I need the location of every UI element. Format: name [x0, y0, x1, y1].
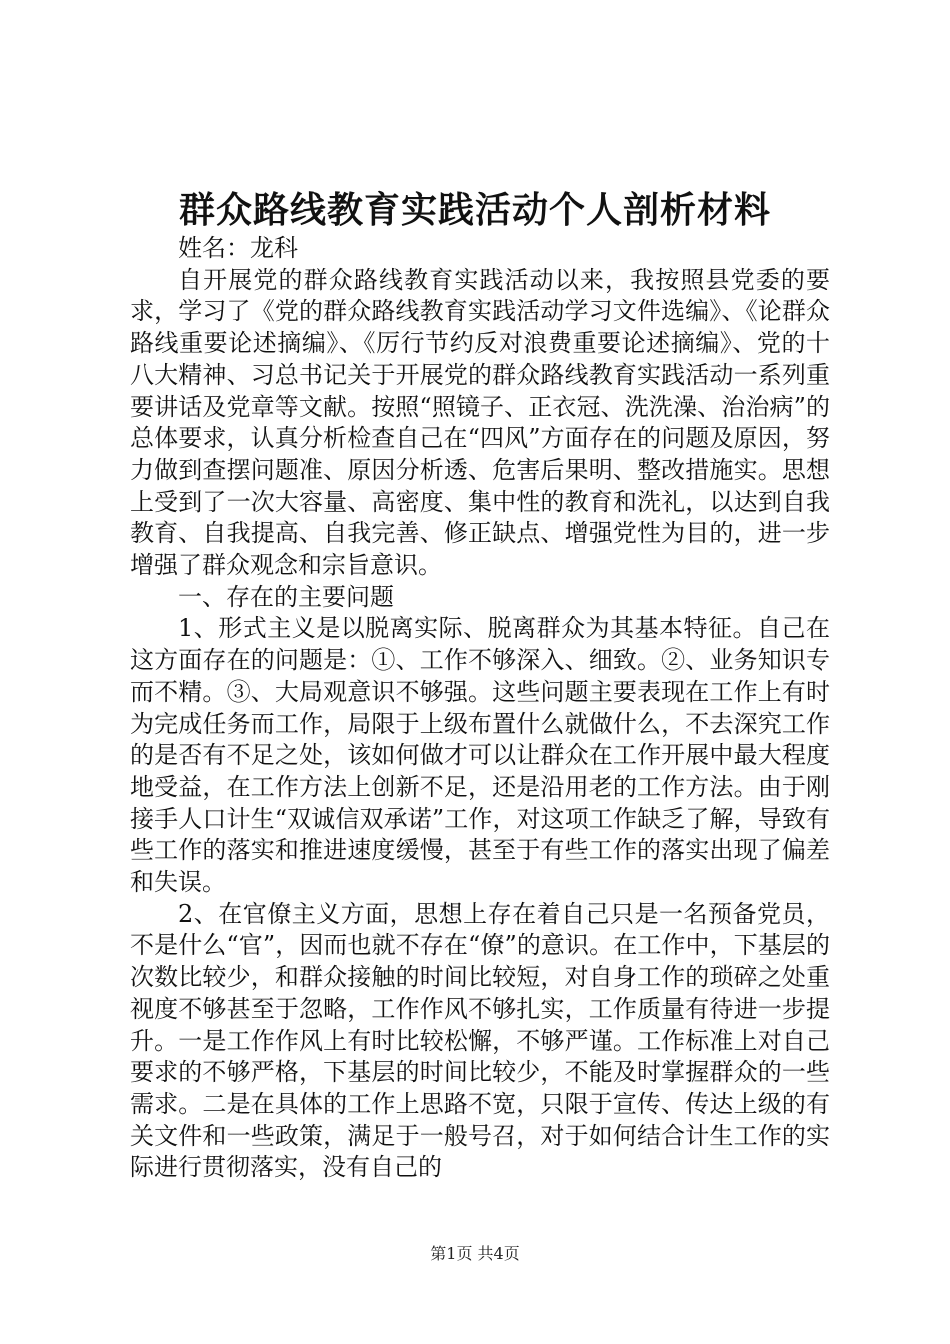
document-body [130, 233, 830, 1184]
body-paragraph-formalism: 1、形式主义是以脱离实际、脱离群众为其基本特征。自己在这方面存在的问题是：①、工作不够深入、细致。②、业务知识专而不精。③、大局观意识不够强。这些问题主要表现在工作上有时为完成任务而工作，局限于上级布置什么就做什么，不去深究工作的是否有不足之处，该如何做才可以让群众在工作开展中最大程度地受益，在工作方法上创新不足，还是沿用老的工作方法。由于刚接手人口计生“双诚信双承诺”工作，对这项工作缺乏了解，导致有些工作的落实和推进速度缓慢，甚至于有些工作的落实出现了偏差和失误。 [130, 614, 830, 897]
document-title: 群众路线教育实践活动个人剖析材料 [178, 189, 771, 231]
author-line: 姓名：龙科 [178, 234, 298, 262]
body-paragraph-intro: 自开展党的群众路线教育实践活动以来，我按照县党委的要求，学习了《党的群众路线教育实践活动学习文件选编》、《论群众路线重要论述摘编》、《厉行节约反对浪费重要论述摘编》、党的十八大精神、习总书记关于开展党的群众路线教育实践活动一系列重要讲话及党章等文献。按照“照镜子、正衣冠、洗洗澡、治治病”的总体要求，认真分析检查自己在“四风”方面存在的问题及原因，努力做到查摆问题准、原因分析透、危害后果明、整改措施实。思想上受到了一次大容量、高密度、集中性的教育和洗礼，以达到自我教育、自我提高、自我完善、修正缺点、增强党性为目的，进一步增强了群众观念和宗旨意识。 [130, 265, 830, 580]
page-footer: 第1页 共4页 [430, 1244, 520, 1263]
section-heading: 一、存在的主要问题 [178, 582, 394, 611]
body-paragraph-bureaucratism: 2、在官僚主义方面，思想上存在着自己只是一名预备党员，不是什么“官”，因而也就不存在“僚”的意识。在工作中，下基层的次数比较少，和群众接触的时间比较短，对自身工作的琐碎之处重视度不够甚至于忽略，工作作风不够扎实，工作质量有待进一步提升。一是工作作风上有时比较松懈，不够严谨。工作标准上对自己要求的不够严格，下基层的时间比较少，不能及时掌握群众的一些需求。二是在具体的工作上思路不宽，只限于宣传、传达上级的有关文件和一些政策，满足于一般号召，对于如何结合计生工作的实际进行贯彻落实，没有自己的 [130, 899, 830, 1182]
